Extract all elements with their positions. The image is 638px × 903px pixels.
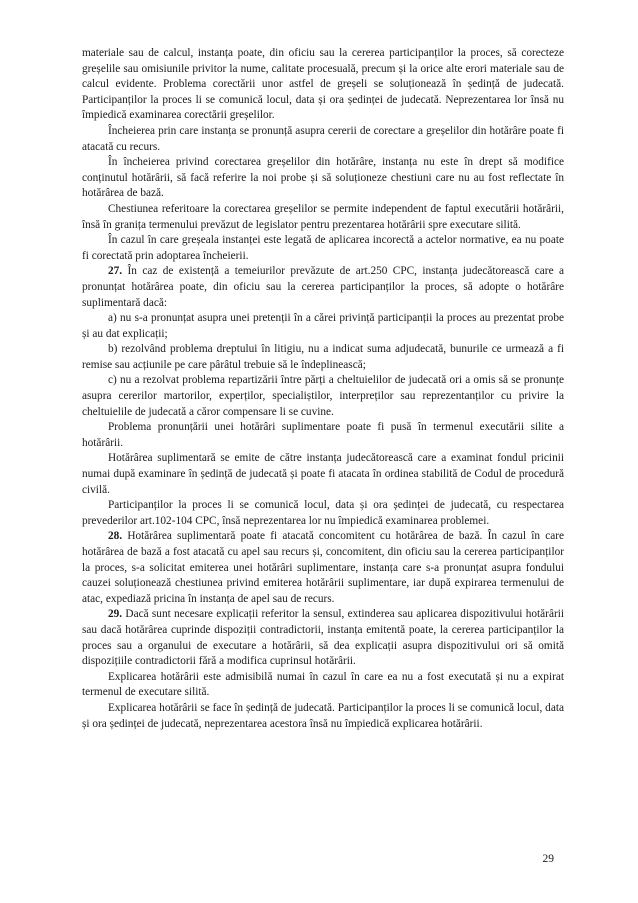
list-item-b: b) rezolvând problema dreptului în litigiu, nu a indicat suma adjudecată, bunurile ce urmează a fi remise sau acțiunile pe care pârâtul trebuie să le îndeplinească; — [82, 343, 564, 371]
paragraph: Problema pronunțării unei hotărâri suplimentare poate fi pusă în termenul executării silite a hotărârii. — [82, 421, 564, 449]
paragraph: Hotărârea suplimentară se emite de către instanța judecătorească care a examinat fondul pricinii numai după examinare în ședință de judecată și poate fi atacata în ordinea stabilită de Codul de procedură civilă. — [82, 452, 564, 496]
paragraph: Încheierea prin care instanța se pronunță asupra cererii de corectare a greșelilor din hotărâre poate fi atacată cu recurs. — [82, 124, 564, 153]
list-item-a: a) nu s-a pronunțat asupra unei pretenții în a cărei privință participanții la proces au prezentat probe și au dat explicații; — [82, 312, 564, 340]
document-body — [82, 46, 564, 732]
paragraph-number: 28. — [108, 530, 123, 543]
paragraph-29: 29. Dacă sunt necesare explicații referitor la sensul, extinderea sau aplicarea dispozitivului hotărârii sau dacă hotărârea cuprinde dispoziții contradictorii, instanța emitentă poate, la cererea participanților la proces sau a organului de executare a hotărârii, să dea explicații asupra dispozitivului ori să omită dispozițiile contradictorii fără a modifica cuprinsul hotărârii. — [82, 608, 564, 668]
paragraph: Explicarea hotărârii este admisibilă numai în cazul în care ea nu a fost executată și nu a expirat termenul de executare silită. — [82, 670, 564, 699]
paragraph-number: 27. — [108, 265, 123, 278]
paragraph: În încheierea privind corectarea greșelilor din hotărâre, instanța nu este în drept să modifice conținutul hotărârii, să facă referire la noi probe și să soluționeze chestiuni care nu au fost reflectate în hotărârea de bază. — [82, 156, 564, 200]
paragraph: Participanților la proces li se comunică locul, data și ora ședinței de judecată, cu respectarea prevederilor art.102-104 CPC, însă neprezentarea lor nu împiedică examinarea problemei. — [82, 499, 564, 527]
paragraph-28: 28. Hotărârea suplimentară poate fi atacată concomitent cu hotărârea de bază. În cazul în care hotărârea de bază a fost atacată cu apel sau recurs și, concomitent, din oficiu sau la cererea participanților la proces, s-a solicitat emiterea unei hotărâri suplimentare, instanța care s-a pronunțat asupra fondului cauzei soluționează chestiunea privind emiterea hotărârii suplimentare, iar după expirarea termenului de atac, expediază pricina în instanța de apel sau de recurs. — [82, 530, 565, 605]
page-number: 29 — [542, 853, 554, 865]
paragraph: Explicarea hotărârii se face în ședință de judecată. Participanților la proces li se comunică locul, data și ora ședinței de judecată, neprezentarea acestora însă nu împiedică explicarea hotărârii. — [82, 701, 564, 730]
paragraph-number: 29. — [108, 608, 123, 621]
list-item-c: c) nu a rezolvat problema repartizării între părți a cheltuielilor de judecată ori a omis să se pronunțe asupra cererilor martorilor, experților, specialiștilor, interpreților sau reprezentanților cu privire la cheltuielile de judecată a căror compensare li se cuvine. — [82, 374, 564, 418]
paragraph-27: 27. În caz de existență a temeiurilor prevăzute de art.250 CPC, instanța judecătorească care a pronunțat hotărârea poate, din oficiu sau la cererea participanților la proces, să adopte o hotărâre suplimentară dacă: — [82, 265, 564, 309]
paragraph-continuation: materiale sau de calcul, instanța poate, din oficiu sau la cererea participanților la proces, să corecteze greșelile sau omisiunile privitor la nume, calitate procesuală, precum și la orice alte erori materiale sau de calcul evidente. Problema corectării unor astfel de greșeli se soluționează în ședință de judecată. Participanților la proces li se comunică locul, data și ora ședinței de judecată. Neprezentarea lor însă nu împiedică examinarea corectării greșelilor. — [82, 47, 564, 122]
paragraph: În cazul în care greșeala instanței este legată de aplicarea incorectă a actelor normative, ea nu poate fi corectată prin adoptarea încheierii. — [82, 234, 564, 262]
paragraph: Chestiunea referitoare la corectarea greșelilor se permite independent de faptul executării hotărârii, însă în granița termenului prevăzut de legislator pentru prezentarea hotărârii spre executare silită. — [82, 202, 564, 231]
